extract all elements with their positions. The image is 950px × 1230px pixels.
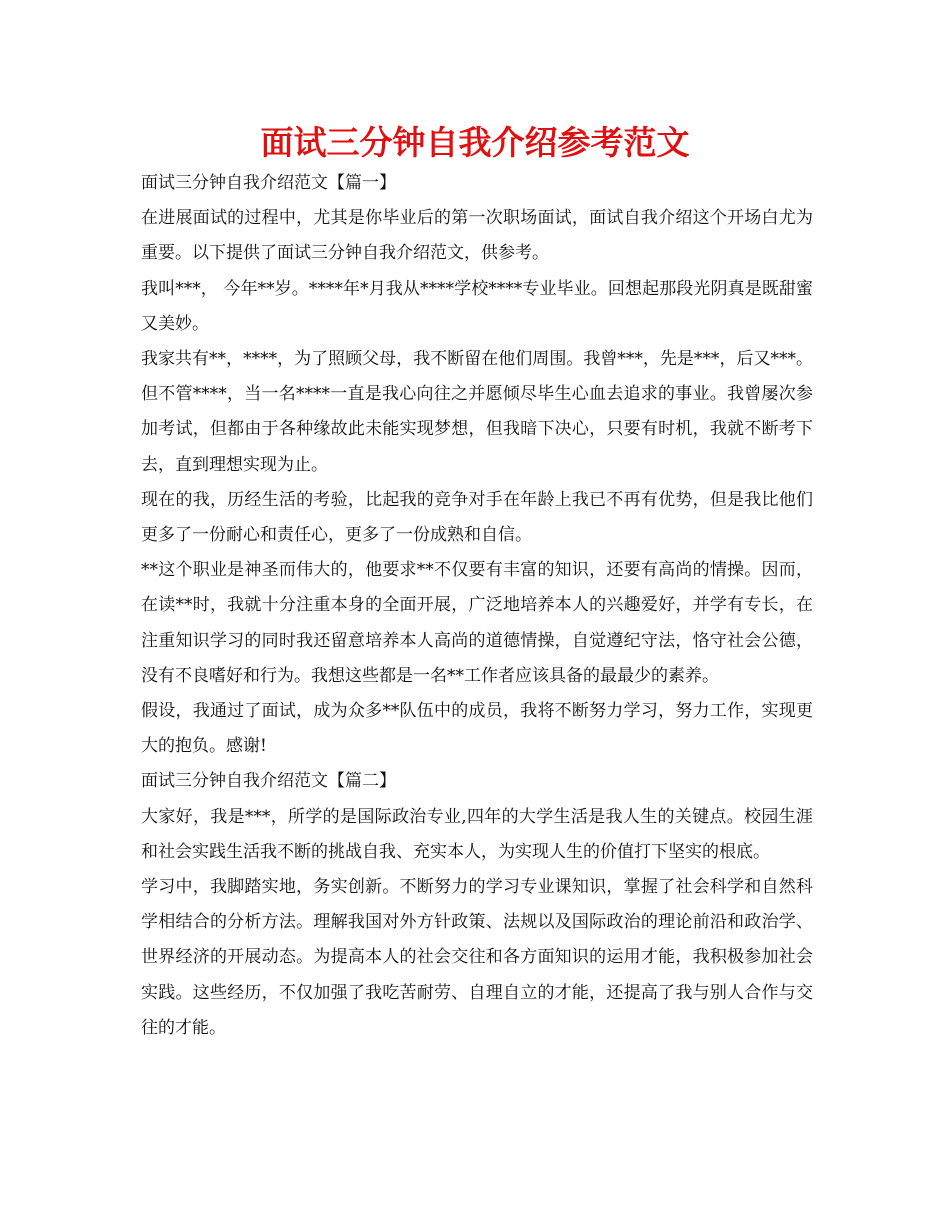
paragraph: 我叫***， 今年**岁。****年*月我从****学校****专业毕业。回想起那段光阴真是既甜蜜又美妙。 (141, 278, 813, 334)
section-heading-2: 面试三分钟自我介绍范文【篇二】 (141, 771, 396, 792)
paragraph: **这个职业是神圣而伟大的，他要求**不仅要有丰富的知识，还要有高尚的情操。因而，在读**时，我就十分注重本身的全面开展，广泛地培养本人的兴趣爱好，并学有专长，在注重知识学习的同时我还留意培养本人高尚的道德情操，自觉遵纪守法，恪守社会公德，没有不良嗜好和行为。我想这些都是一名**工作者应该具备的最最少的素养。 (141, 560, 813, 686)
section-heading-1: 面试三分钟自我介绍范文【篇一】 (141, 173, 396, 193)
paragraph: 在进展面试的过程中，尤其是你毕业后的第一次职场面试，面试自我介绍这个开场白尤为重要。以下提供了面试三分钟自我介绍范文，供参考。 (141, 208, 813, 264)
paragraph: 我家共有**，****，为了照顾父母，我不断留在他们周围。我曾***，先是***，后又***。但不管****，当一名****一直是我心向往之并愿倾尽毕生心血去追求的事业。我曾屡次参加考试，但都由于各种缘故此未能实现梦想，但我暗下决心，只要有时机，我就不断考下去，直到理想实现为止。 (141, 349, 813, 475)
document-title: 面试三分钟自我介绍参考范文 (260, 123, 690, 162)
paragraph: 现在的我，历经生活的考验，比起我的竞争对手在年龄上我已不再有优势，但是我比他们更多了一份耐心和责任心，更多了一份成熟和自信。 (141, 489, 813, 546)
paragraph: 大家好，我是***，所学的是国际政治专业,四年的大学生活是我人生的关键点。校园生涯和社会实践生活我不断的挑战自我、充实本人，为实现人生的价值打下坚实的根底。 (141, 806, 813, 862)
document-body (141, 166, 813, 1046)
paragraph: 假设，我通过了面试，成为众多**队伍中的成员，我将不断努力学习，努力工作，实现更大的抱负。感谢! (141, 701, 813, 757)
paragraph: 学习中，我脚踏实地，务实创新。不断努力的学习专业课知识，掌握了社会科学和自然科学相结合的分析方法。理解我国对外方针政策、法规以及国际政治的理论前沿和政治学、世界经济的开展动态。为提高本人的社会交往和各方面知识的运用才能，我积极参加社会实践。这些经历，不仅加强了我吃苦耐劳、自理自立的才能，还提高了我与别人合作与交往的才能。 (141, 877, 813, 1038)
